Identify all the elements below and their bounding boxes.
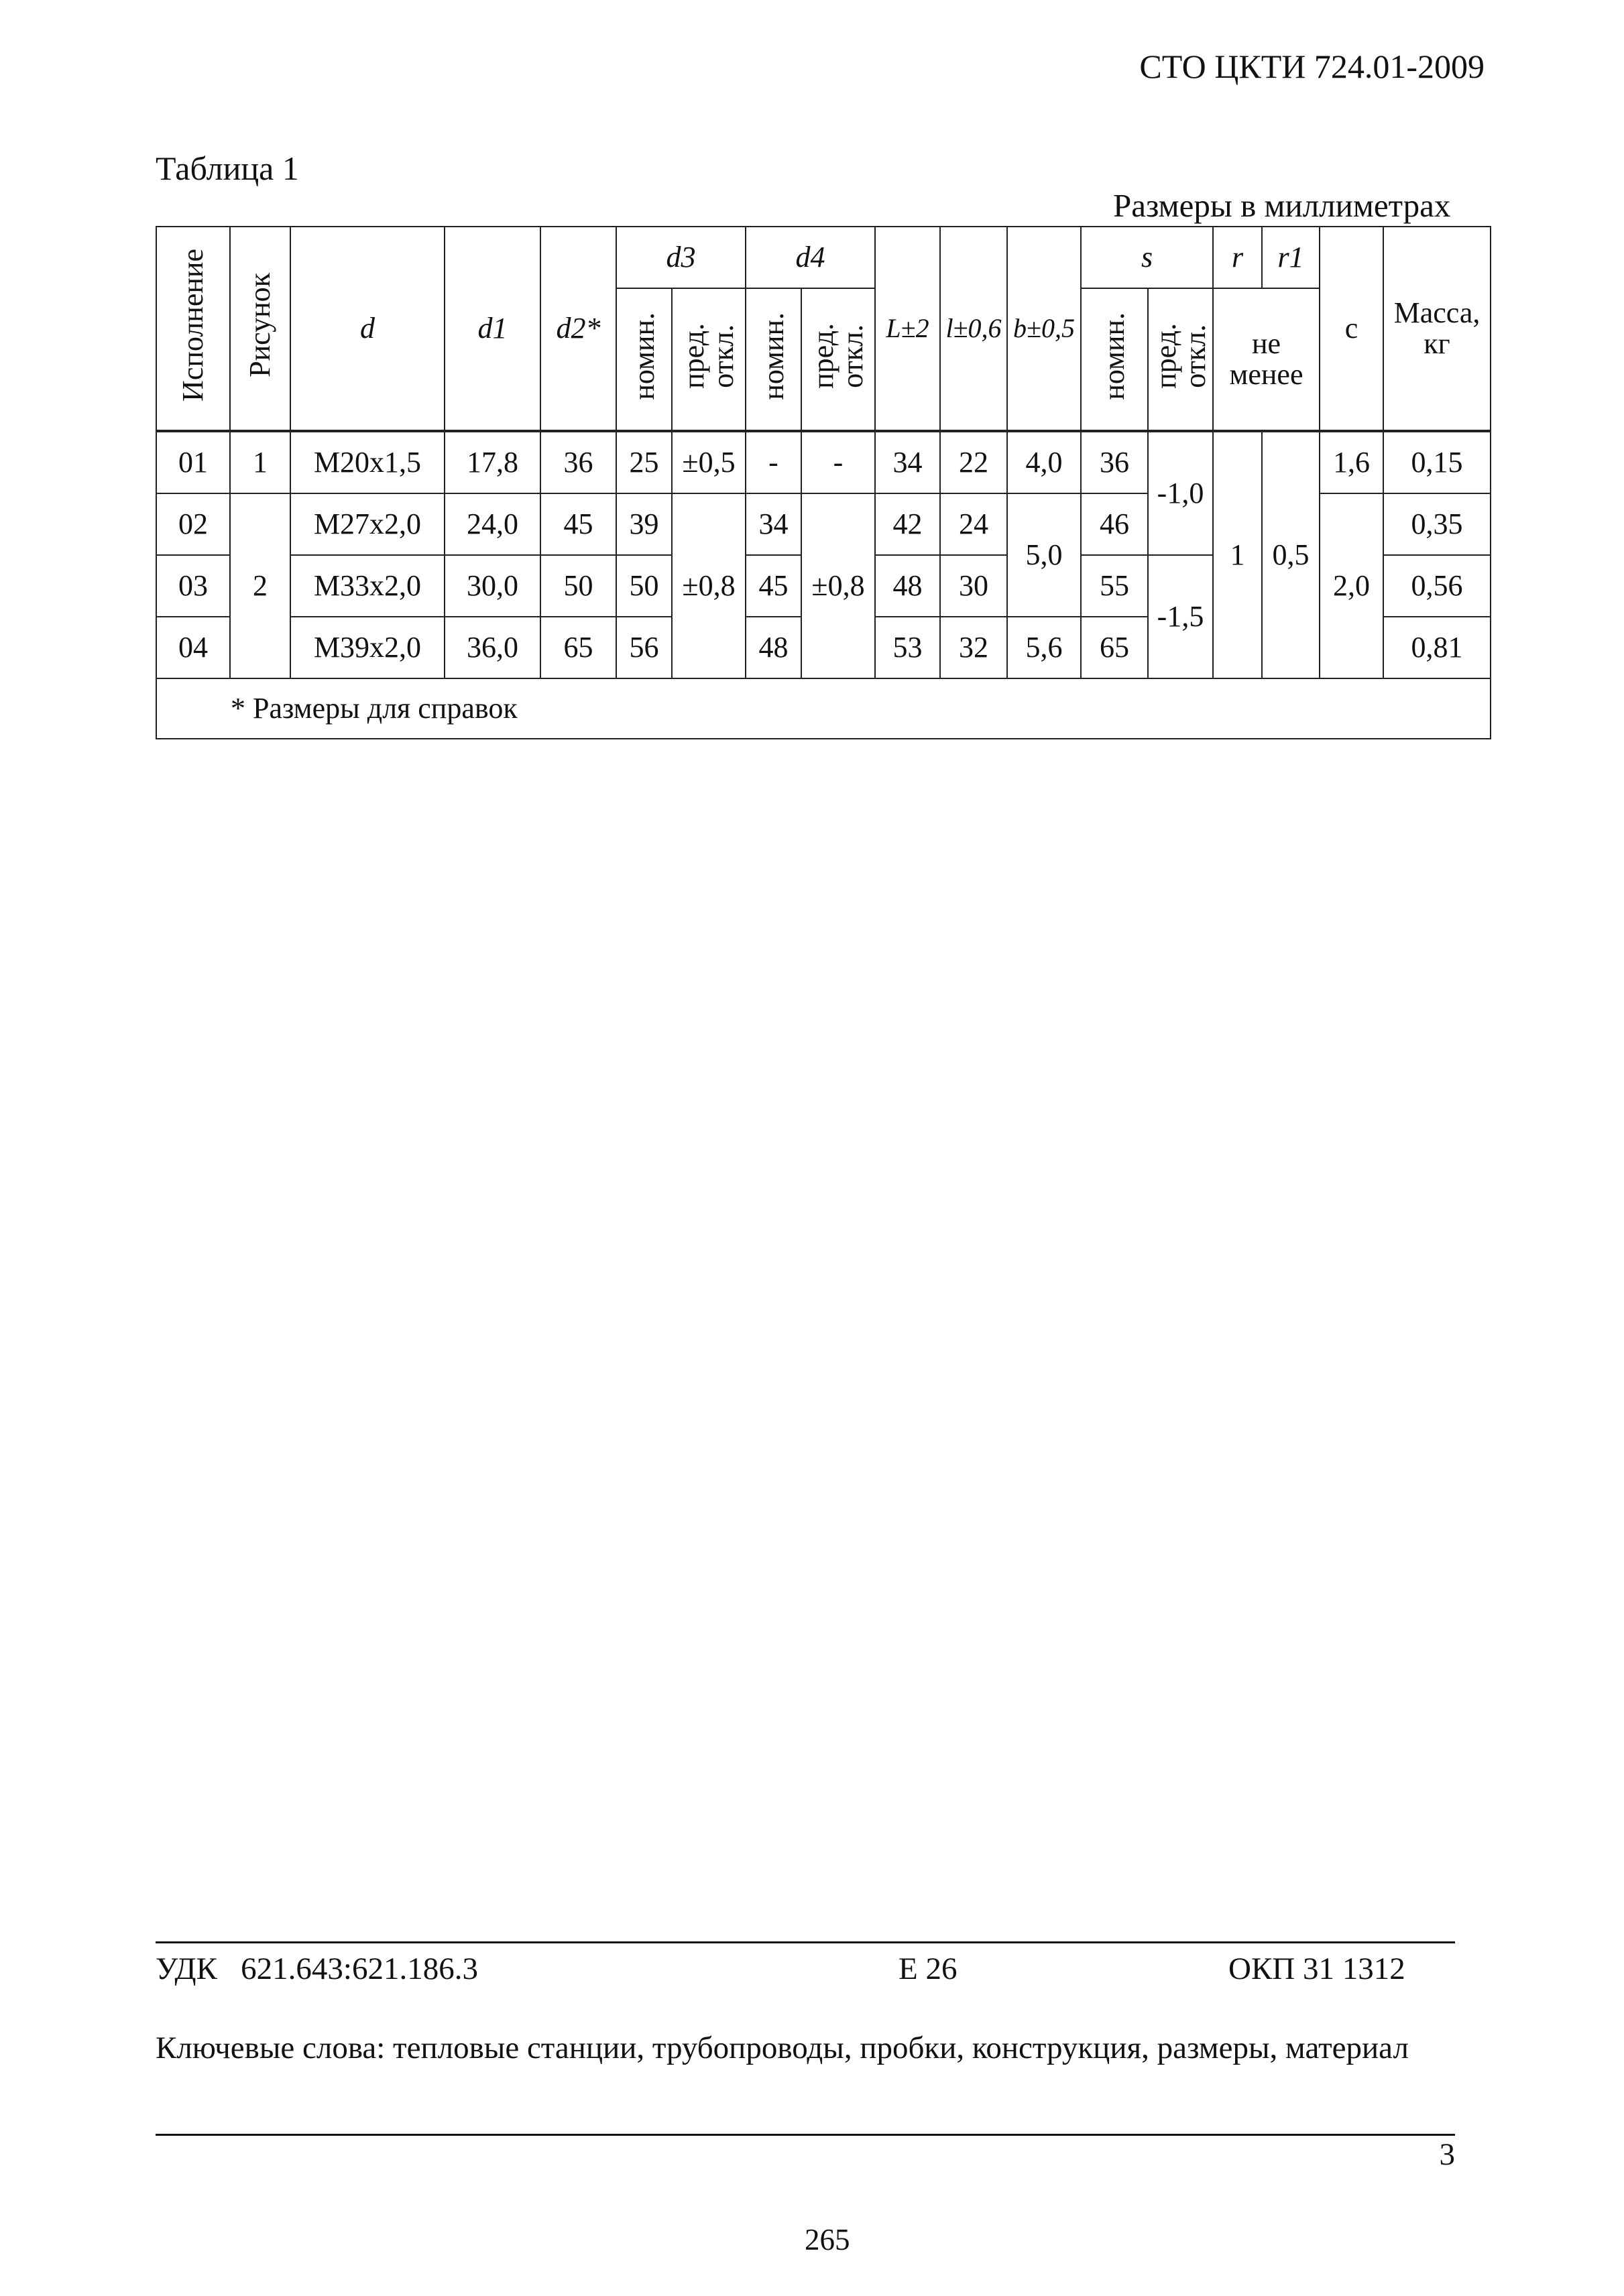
- header-ne-menee: не менее: [1213, 288, 1320, 431]
- header-c: c: [1320, 227, 1383, 431]
- table-footnote: * Размеры для справок: [156, 678, 1491, 739]
- table-cell: 01: [156, 431, 230, 493]
- header-ispolnenie: Исполнение: [156, 227, 230, 431]
- table-cell: 1: [1213, 431, 1262, 678]
- table-cell: 48: [746, 617, 801, 678]
- table-cell: 39: [616, 493, 672, 555]
- table-cell: 55: [1081, 555, 1148, 617]
- header-d3: d3: [616, 227, 746, 288]
- keywords-text: Ключевые слова: тепловые станции, трубопроводы, пробки, конструкция, размеры, материал: [156, 2031, 1409, 2065]
- document-code: СТО ЦКТИ 724.01-2009: [1139, 48, 1485, 85]
- header-r: r: [1213, 227, 1262, 288]
- header-d3-pred: пред. откл.: [672, 288, 746, 431]
- table-cell: 30,0: [445, 555, 540, 617]
- table-cell: 0,5: [1262, 431, 1320, 678]
- table-cell: 0,35: [1383, 493, 1491, 555]
- table-cell: 04: [156, 617, 230, 678]
- table-cell: 48: [875, 555, 940, 617]
- table-cell: 65: [540, 617, 616, 678]
- header-risunok: Рисунок: [230, 227, 290, 431]
- table-cell: M20x1,5: [290, 431, 445, 493]
- table-cell: 22: [940, 431, 1007, 493]
- table-cell: 34: [875, 431, 940, 493]
- table-cell: 45: [540, 493, 616, 555]
- header-s: s: [1081, 227, 1213, 288]
- header-d1: d1: [445, 227, 540, 431]
- table-cell: 0,56: [1383, 555, 1491, 617]
- table-cell: 45: [746, 555, 801, 617]
- table-cell: 02: [156, 493, 230, 555]
- table-cell: 2: [230, 493, 290, 678]
- table-cell: 1: [230, 431, 290, 493]
- table-cell: 1,6: [1320, 431, 1383, 493]
- bottom-page-number: 265: [805, 2223, 850, 2256]
- dimensions-table: [156, 226, 1491, 739]
- okp-code: ОКП 31 1312: [1228, 1951, 1405, 1986]
- table-cell: 0,15: [1383, 431, 1491, 493]
- table-cell: 56: [616, 617, 672, 678]
- table-cell: 03: [156, 555, 230, 617]
- header-d: d: [290, 227, 445, 431]
- table-cell: 36: [1081, 431, 1148, 493]
- table-cell: 0,81: [1383, 617, 1491, 678]
- header-s-pred: пред. откл.: [1148, 288, 1213, 431]
- table-cell: M33x2,0: [290, 555, 445, 617]
- table-cell: 42: [875, 493, 940, 555]
- header-d4-pred: пред. откл.: [801, 288, 875, 431]
- table-cell: 46: [1081, 493, 1148, 555]
- header-r1: r1: [1262, 227, 1320, 288]
- header-massa: Масса, кг: [1383, 227, 1491, 431]
- table-cell: -1,5: [1148, 555, 1213, 678]
- udk-code: УДК 621.643:621.186.3: [156, 1951, 478, 1986]
- table-cell: 53: [875, 617, 940, 678]
- page-number: 3: [1439, 2137, 1455, 2172]
- table-cell: 36,0: [445, 617, 540, 678]
- table-cell: 4,0: [1007, 431, 1081, 493]
- table-cell: 50: [540, 555, 616, 617]
- table-cell: 5,6: [1007, 617, 1081, 678]
- table-cell: ±0,8: [801, 493, 875, 678]
- table-cell: 2,0: [1320, 493, 1383, 678]
- footer-bottom-rule: [156, 2134, 1455, 2136]
- table-title: Таблица 1: [156, 149, 299, 187]
- header-b: b±0,5: [1007, 227, 1081, 431]
- table-cell: 36: [540, 431, 616, 493]
- table-cell: 50: [616, 555, 672, 617]
- table-cell: ±0,5: [672, 431, 746, 493]
- footer-top-rule: [156, 1941, 1455, 1943]
- table-cell: 34: [746, 493, 801, 555]
- table-cell: M27x2,0: [290, 493, 445, 555]
- header-d2: d2*: [540, 227, 616, 431]
- table-cell: -1,0: [1148, 431, 1213, 555]
- header-s-nomin: номин.: [1081, 288, 1148, 431]
- table-cell: 32: [940, 617, 1007, 678]
- table-cell: -: [746, 431, 801, 493]
- header-l: l±0,6: [940, 227, 1007, 431]
- table-cell: 17,8: [445, 431, 540, 493]
- table-cell: 65: [1081, 617, 1148, 678]
- e-code: Е 26: [898, 1951, 958, 1986]
- header-d4: d4: [746, 227, 875, 288]
- table-cell: M39x2,0: [290, 617, 445, 678]
- table-cell: -: [801, 431, 875, 493]
- table-cell: 25: [616, 431, 672, 493]
- table-row: [156, 431, 1491, 493]
- header-d3-nomin: номин.: [616, 288, 672, 431]
- units-caption: Размеры в миллиметрах: [1113, 187, 1451, 224]
- table-cell: 24,0: [445, 493, 540, 555]
- table-cell: 5,0: [1007, 493, 1081, 617]
- table-cell: ±0,8: [672, 493, 746, 678]
- table-cell: 30: [940, 555, 1007, 617]
- table-cell: 24: [940, 493, 1007, 555]
- header-L: L±2: [875, 227, 940, 431]
- header-d4-nomin: номин.: [746, 288, 801, 431]
